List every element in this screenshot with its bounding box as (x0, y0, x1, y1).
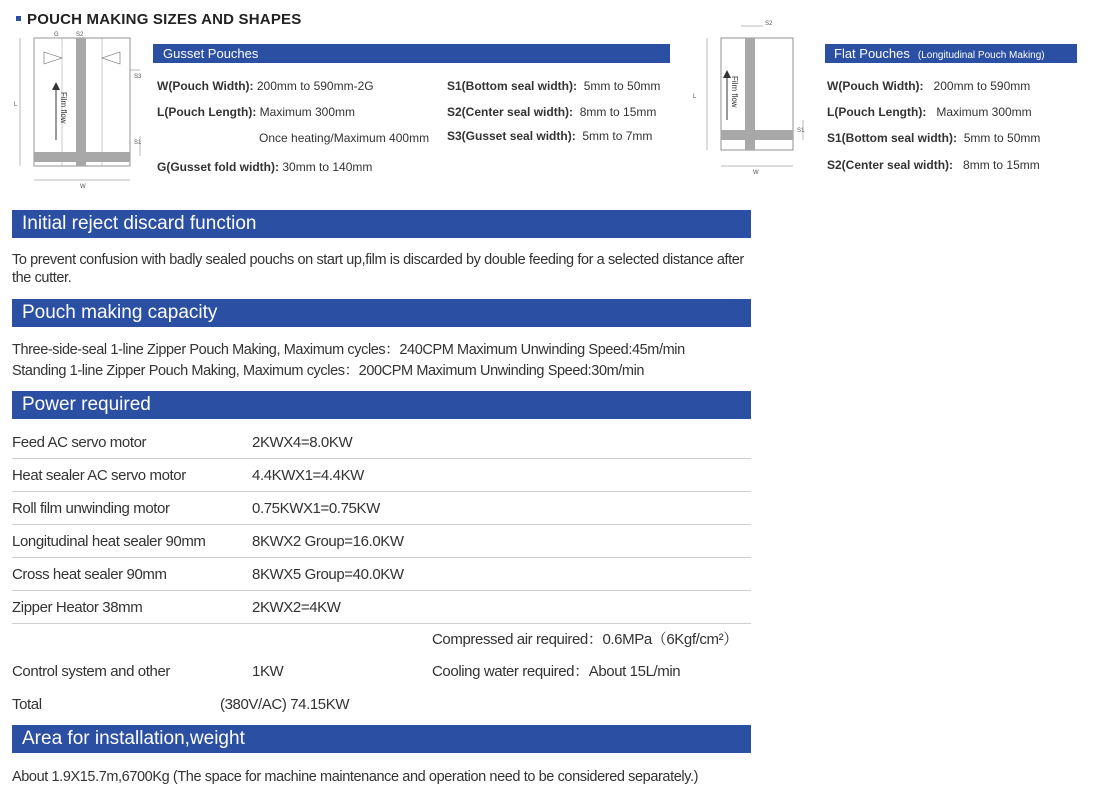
gusset-pouch-diagram (14, 30, 150, 190)
flat-spec-s2: S2(Center seal width): 8mm to 15mm (827, 158, 1040, 172)
gusset-spec-length-once: Once heating/Maximum 400mm (259, 131, 430, 145)
cooling-water-text: Cooling water required：About 15L/min (432, 663, 681, 680)
control-system-row (12, 655, 751, 688)
flat-l-label: L (693, 94, 697, 100)
gusset-w-label: W (80, 184, 86, 190)
flat-spec-length: L(Pouch Length): Maximum 300mm (827, 105, 1032, 119)
page-title-text: POUCH MAKING SIZES AND SHAPES (27, 11, 302, 28)
power-item-name: Heat sealer AC servo motor (12, 467, 186, 484)
gusset-spec-gusset: G(Gusset fold width): 30mm to 140mm (157, 160, 373, 174)
power-item-value: 2KWX2=4KW (252, 599, 341, 616)
power-row (12, 525, 751, 558)
flat-s1-label: S1 (797, 128, 805, 134)
flat-pouches-subtitle: (Longitudinal Pouch Making) (917, 50, 1045, 61)
capacity-line-2: Standing 1-line Zipper Pouch Making, Maximum cycles：200CPM Maximum Unwinding Speed:30m/min (12, 363, 645, 379)
power-item-name: Longitudinal heat sealer 90mm (12, 533, 206, 550)
compressed-air-text: Compressed air required：0.6MPa（6Kgf/cm²） (432, 631, 738, 648)
gusset-l-label: L (14, 102, 18, 108)
power-item-value: 0.75KWX1=0.75KW (252, 500, 380, 517)
power-item-value: 8KWX5 Group=40.0KW (252, 566, 404, 583)
reject-section-title: Initial reject discard function (22, 213, 257, 234)
flat-spec-width: W(Pouch Width): 200mm to 590mm (827, 79, 1031, 93)
flat-s2-label: S2 (765, 21, 773, 27)
gusset-spec-length: L(Pouch Length): Maximum 300mm (157, 105, 356, 119)
gusset-spec-s1: S1(Bottom seal width): 5mm to 50mm (447, 79, 661, 93)
area-section-header (12, 725, 751, 753)
flat-spec-s1: S1(Bottom seal width): 5mm to 50mm (827, 131, 1041, 145)
gusset-s2-label: S2 (76, 32, 84, 38)
page-title (16, 11, 301, 28)
gusset-pouches-header (153, 44, 670, 63)
power-item-name: Roll film unwinding motor (12, 500, 170, 517)
power-row (12, 591, 751, 624)
flat-pouches-header (825, 44, 1077, 63)
power-item-name: Feed AC servo motor (12, 434, 147, 451)
area-section-text: About 1.9X15.7m,6700Kg (The space for machine maintenance and operation need to be considered separately.) (12, 769, 699, 785)
gusset-pouches-title: Gusset Pouches (163, 46, 259, 61)
total-power-name: Total (12, 696, 42, 713)
gusset-spec-s3: S3(Gusset seal width): 5mm to 7mm (447, 129, 653, 143)
power-item-name: Cross heat sealer 90mm (12, 566, 167, 583)
power-row (12, 492, 751, 525)
power-item-value: 4.4KWX1=4.4KW (252, 467, 364, 484)
power-row (12, 459, 751, 492)
flat-w-label: W (753, 170, 759, 176)
power-row (12, 426, 751, 459)
gusset-spec-width: W(Pouch Width): 200mm to 590mm-2G (157, 79, 374, 93)
gusset-g-label: G (54, 32, 59, 38)
power-row (12, 558, 751, 591)
power-section-header (12, 391, 751, 419)
gusset-spec-s2: S2(Center seal width): 8mm to 15mm (447, 105, 657, 119)
flat-bottom-seal (721, 130, 793, 140)
power-item-value: 8KWX2 Group=16.0KW (252, 533, 404, 550)
capacity-section-header (12, 299, 751, 327)
flat-pouches-title: Flat Pouches (834, 46, 910, 61)
power-item-name: Zipper Heator 38mm (12, 599, 143, 616)
power-section-title: Power required (22, 394, 151, 415)
power-item-value: 2KWX4=8.0KW (252, 434, 353, 451)
flat-pouch-diagram (693, 16, 815, 176)
total-power-value: (380V/AC) 74.15KW (220, 696, 350, 713)
reject-section-header (12, 210, 751, 238)
capacity-section-title: Pouch making capacity (22, 302, 218, 323)
gusset-bottom-seal (34, 152, 130, 162)
gusset-s1-label: S1 (134, 140, 142, 146)
control-system-value: 1KW (252, 663, 284, 680)
gusset-center-seal (76, 38, 86, 166)
gusset-flow-label: Film flow (59, 92, 68, 124)
flat-flow-label: Film flow (730, 76, 739, 108)
title-bullet (16, 16, 21, 21)
reject-section-text: To prevent confusion with badly sealed pouchs on start up,film is discarded by double feeding for a selected distance after the cutter. (12, 252, 744, 286)
gusset-s3-label: S3 (134, 74, 142, 80)
compressed-air-row (12, 623, 751, 656)
control-system-name: Control system and other (12, 663, 170, 680)
capacity-line-1: Three-side-seal 1-line Zipper Pouch Making, Maximum cycles：240CPM Maximum Unwinding Speed:45m/min (12, 342, 685, 358)
total-power-row (12, 688, 751, 721)
area-section-title: Area for installation,weight (22, 728, 245, 749)
